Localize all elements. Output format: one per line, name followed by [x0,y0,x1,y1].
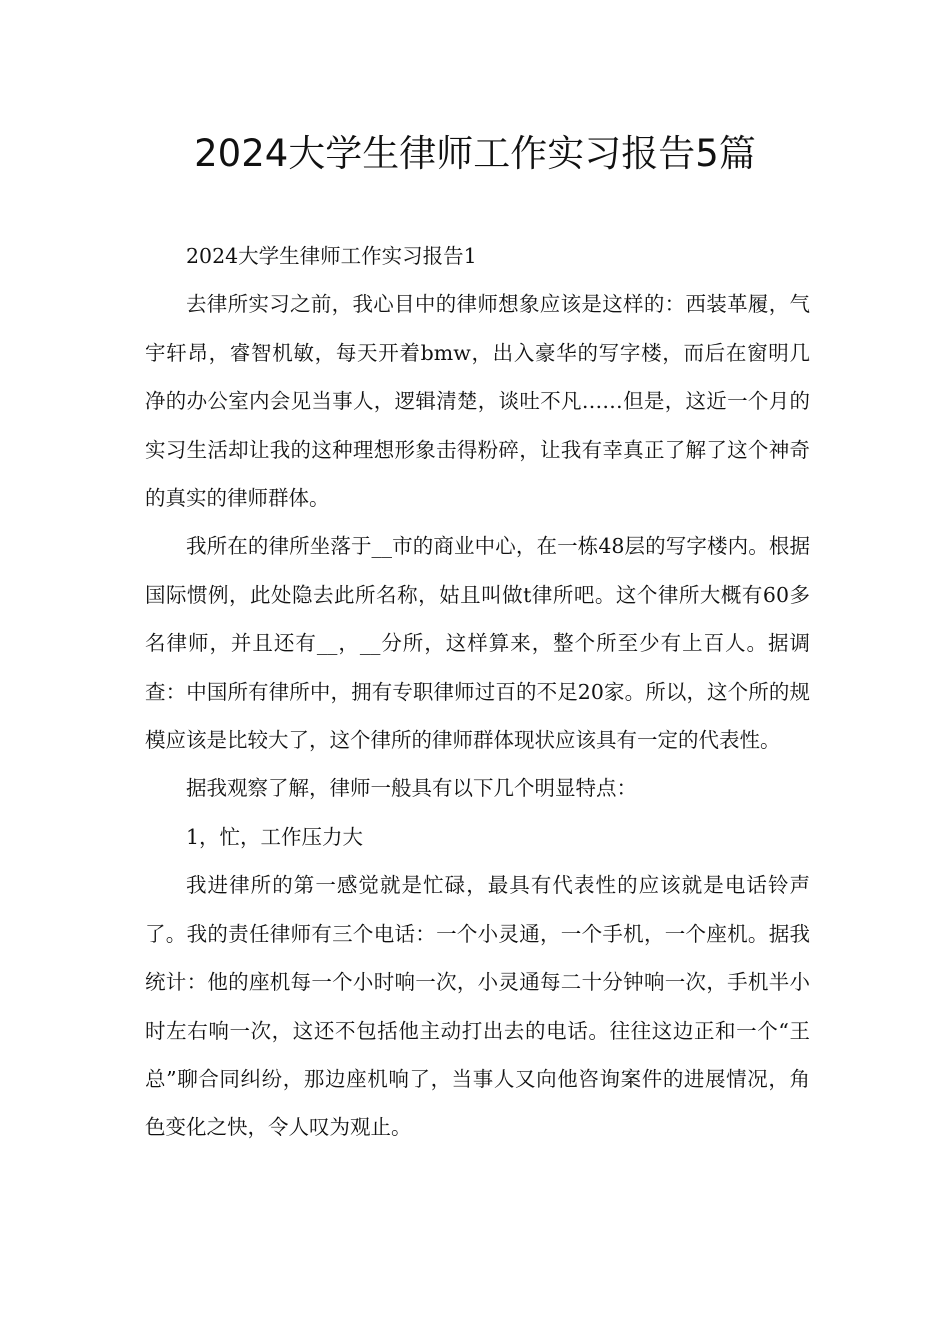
paragraph: 我进律所的第一感觉就是忙碌，最具有代表性的应该就是电话铃声了。我的责任律师有三个电话：一个小灵通，一个手机，一个座机。据我统计：他的座机每一个小时响一次，小灵通每二十分钟响一次，手机半小时左右响一次，这还不包括他主动打出去的电话。往往这边正和一个“王总”聊合同纠纷，那边座机响了，当事人又向他咨询案件的进展情况，角色变化之快，令人叹为观止。 [145,873,810,1140]
paragraph: 去律所实习之前，我心目中的律师想象应该是这样的：西装革履，气宇轩昂，睿智机敏，每天开着bmw，出入豪华的写字楼，而后在窗明几净的办公室内会见当事人，逻辑清楚，谈吐不凡……但是，这近一个月的实习生活却让我的这种理想形象击得粉碎，让我有幸真正了解了这个神奇的真实的律师群体。 [145,292,810,511]
paragraph: 据我观察了解，律师一般具有以下几个明显特点： [186,776,637,801]
document-title: 2024大学生律师工作实习报告5篇 [194,132,756,175]
paragraph: 我所在的律所坐落于__市的商业中心，在一栋48层的写字楼内。根据国际惯例，此处隐去此所名称，姑且叫做t律所吧。这个律所大概有60多名律师，并且还有__，__分所，这样算来，整个所至少有上百人。据调查：中国所有律所中，拥有专职律师过百的不足20家。所以，这个所的规模应该是比较大了，这个律所的律师群体现状应该具有一定的代表性。 [145,534,810,753]
section-heading: 2024大学生律师工作实习报告1 [186,244,477,268]
document-body [145,232,810,1152]
list-heading: 1，忙，工作压力大 [186,824,364,849]
